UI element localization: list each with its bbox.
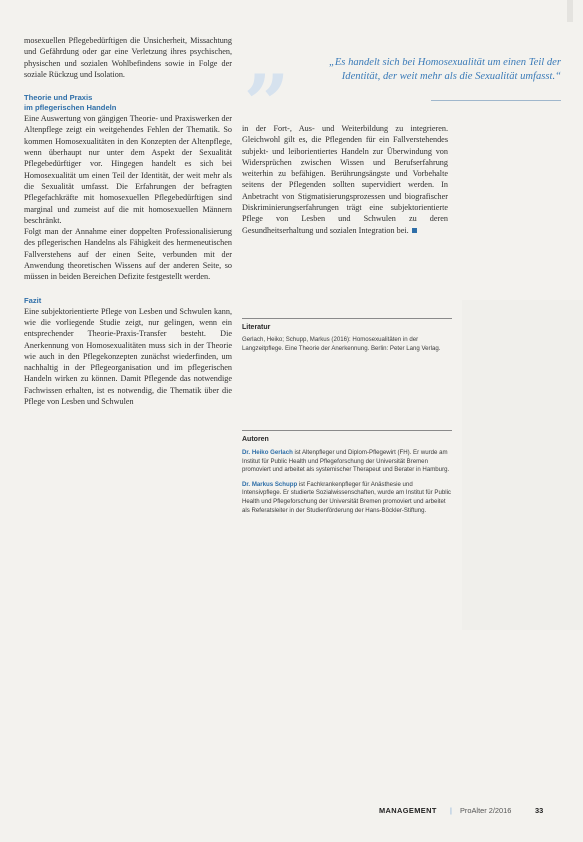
section2-paragraph: Eine subjektorientierte Pflege von Lesben und Schwulen kann, wie die vorliegende Studie zeigt, nur gelingen, wenn ein entsprechender Theorie-Praxis-Transfer besteht. Die Anerkennung von Homosexualitäten muss sich in der Theorie wie auch in den Pflegekonzepten zunächst wiederfinden, um nachhaltig in der Pflegeorganisation und im pflegerischen Handeln wirken zu können. Damit Pflegende das notwendige Fachwissen erhalten, ist es notwendig, die Thematik über die Pflege von Lesben und Schwulen	[24, 306, 232, 407]
pull-quote-text	[261, 56, 561, 84]
author-1-name: Dr. Heiko Gerlach	[242, 449, 293, 456]
author-2	[242, 481, 452, 515]
author-2-bio: ist Fachkrankenpfleger für Anästhesie und Intensivpflege. Er studierte Sozialwissenschaften, wurde am Institut für Public Health und Pflegeforschung der Universität Bremen promoviert und arbeitet als Referatsleiter in der Studienförderung der Hans-Böckler-Stiftung.	[242, 480, 451, 514]
author-2-name: Dr. Markus Schupp	[242, 480, 298, 488]
author-1	[242, 449, 452, 475]
right-paragraph	[242, 123, 448, 236]
right-column	[242, 123, 448, 236]
footer-publication: ProAlter 2/2016	[460, 806, 512, 815]
author-1-bio: ist Altenpfleger und Diplom-Pflegewirt (FH). Er wurde am Institut für Public Health und Pflegeforschung der Universität Bremen promoviert und arbeitet als systemischer Therapeut und Berater in Hamburg.	[242, 449, 450, 474]
authors-heading: Autoren	[242, 436, 269, 443]
pull-quote-line-2: Identität, der weit mehr als die Sexualität umfasst.“	[341, 71, 561, 82]
literature-rule	[242, 318, 452, 319]
pull-quote-line-1: „Es handelt sich bei Homosexualität um einen Teil der	[328, 57, 561, 68]
section1-paragraph-2: Folgt man der Annahme einer doppelten Professionalisierung des pflegerischen Handelns als Fähigkeit des hermeneutischen Fallverstehens auf der einen Seite, verbunden mit der Anwendung theoretischen Wissens auf der anderen Seite, so müssen in beiden Bereichen Defizite festgestellt werden.	[24, 227, 232, 282]
section-theory-practice	[24, 93, 232, 282]
footer-section: MANAGEMENT	[379, 806, 437, 815]
side-margin-shade	[462, 300, 583, 630]
pull-quote-rule	[431, 100, 561, 101]
section1-paragraph: Eine Auswertung von gängigen Theorie- und Praxiswerken der Altenpflege zeigt ein weitgehendes Fehlen der Thematik. So kommen Homosexualitäten in den Konzepten der Altenpflege, wenn überhaupt nur unter dem Aspekt der Sexualität Pflegebedürftiger vor. Hingegen handelt es sich bei Homosexualität um einen Teil der Identität, der weit mehr als die Sexualität umfasst. Die Erfahrungen der befragten Pflegefachkräfte mit homosexuellen Pflegebedürftigen sind marginal und zumeist auf die mit homosexuellen Männern beschränkt.	[24, 114, 232, 225]
literature-text: Gerlach, Heiko; Schupp, Markus (2016): Homosexualitäten in der Langzeitpflege. Eine Theorie der Anerkennung. Berlin: Peter Lang Verlag.	[242, 336, 441, 352]
pull-quote	[245, 11, 565, 106]
literature-box	[242, 318, 452, 353]
edge-mark	[567, 0, 573, 22]
left-column	[24, 35, 232, 407]
intro-paragraph: mosexuellen Pflegebedürftigen die Unsicherheit, Missachtung und Gefährdung oder gar eine Verletzung ihres psychischen, physischen und sozialen Wohlbefindens sowie in Folge der soziale Rückzug und Isolation.	[24, 36, 232, 79]
end-of-article-icon	[412, 228, 417, 233]
section-heading-1a: Theorie und Praxis	[24, 93, 93, 103]
authors-rule	[242, 430, 452, 431]
page-footer	[370, 805, 560, 819]
authors-box	[242, 430, 452, 515]
quote-mark-icon: „	[245, 11, 292, 105]
right-paragraph-text: in der Fort-, Aus- und Weiterbildung zu integrieren. Gleichwohl gilt es, die Pflegenden für ein Fallverstehendes subjekt- und leiborientiertes Handeln zur Überwindung von Widersprüchen zwischen Wissen und Berufserfahrung weiterhin zu befähigen. Berührungsängste und Vorbehalte seitens der Pflegenden sollten supervidiert werden. In Anbetracht von Stigmatisierungsprozessen und biografischer Diskriminierungserfahrungen trägt eine subjektorientierte Pflege von Lesben und Schwulen zu deren Gesundheitserhaltung und sozialen Integration bei.	[242, 124, 448, 235]
page-number: 33	[535, 806, 544, 815]
literature-heading: Literatur	[242, 324, 271, 331]
section-conclusion	[24, 296, 232, 408]
section-heading-fazit: Fazit	[24, 295, 42, 305]
section-heading-1b: im pflegerischen Handeln	[24, 103, 117, 113]
footer-separator: |	[450, 806, 452, 815]
